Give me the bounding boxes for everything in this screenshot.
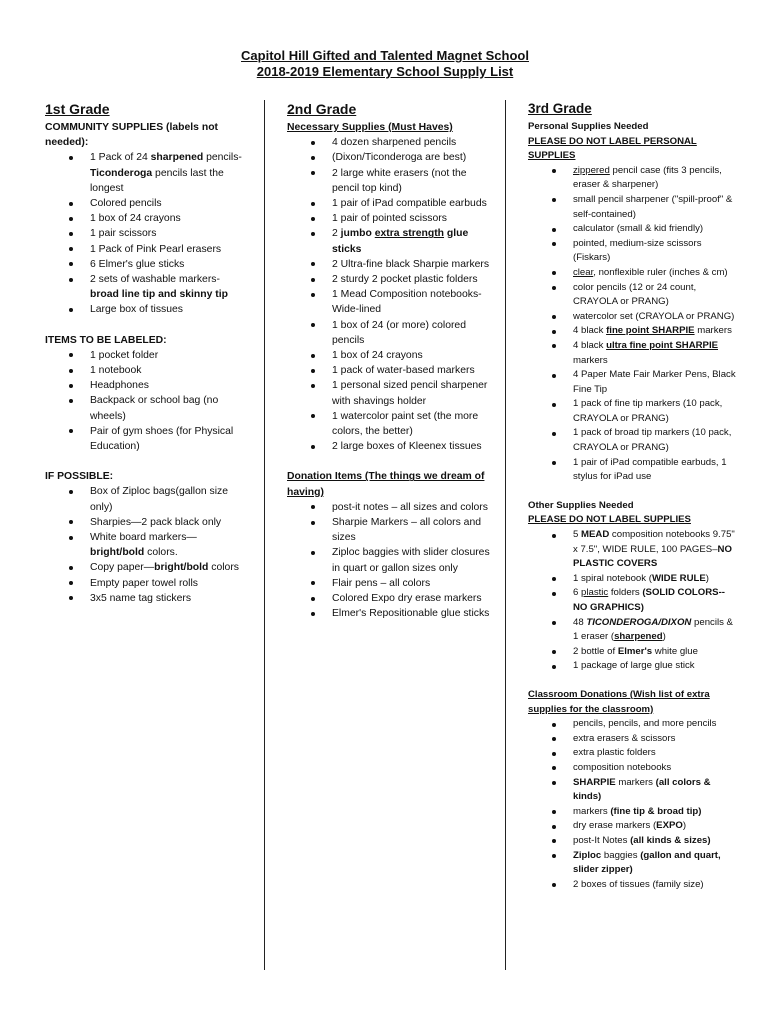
list-item: 4 black fine point SHARPIE markers	[573, 324, 738, 339]
list-item: 1 box of 24 crayons	[332, 348, 492, 363]
necessary-supplies-list	[287, 135, 492, 454]
list-item: clear, nonflexible ruler (inches & cm)	[573, 266, 738, 281]
list-item: 1 spiral notebook (WIDE RULE)	[573, 572, 738, 587]
list-item: 1 Pack of 24 sharpened pencils-Ticonderoga pencils last the longest	[90, 150, 250, 196]
list-item: 1 watercolor paint set (the more colors, the better)	[332, 409, 492, 439]
page-title	[0, 48, 770, 80]
list-item: 1 box of 24 crayons	[90, 211, 250, 226]
personal-supplies-note: PLEASE DO NOT LABEL PERSONAL SUPPLIES	[528, 135, 697, 162]
list-item: Box of Ziploc bags(gallon size only)	[90, 484, 250, 514]
list-item: 5 MEAD composition notebooks 9.75" x 7.5", WIDE RULE, 100 PAGES–NO PLASTIC COVERS	[573, 528, 738, 572]
list-item: 1 pocket folder	[90, 348, 250, 363]
list-item: 1 Pack of Pink Pearl erasers	[90, 242, 250, 257]
grade3-heading: 3rd Grade	[528, 101, 592, 116]
list-item: 1 box of 24 (or more) colored pencils	[332, 318, 492, 348]
list-item: 2 boxes of tissues (family size)	[573, 878, 738, 893]
title-school: Capitol Hill Gifted and Talented Magnet School	[241, 48, 529, 63]
items-labeled-header: ITEMS TO BE LABELED:	[45, 334, 167, 346]
list-item: 6 plastic folders (SOLID COLORS--NO GRAPHICS)	[573, 586, 738, 615]
grade1-heading: 1st Grade	[45, 101, 110, 117]
list-item: 1 Mead Composition notebooks- Wide-lined	[332, 287, 492, 317]
list-item: SHARPIE markers (all colors & kinds)	[573, 776, 738, 805]
donation-items-list	[287, 500, 492, 622]
classroom-donations-list	[528, 717, 738, 892]
grade3-column	[528, 100, 738, 892]
list-item: Empty paper towel rolls	[90, 576, 250, 591]
list-item: Pair of gym shoes (for Physical Education)	[90, 424, 250, 454]
list-item: pointed, medium-size scissors (Fiskars)	[573, 237, 738, 266]
list-item: zippered pencil case (fits 3 pencils, eraser & sharpener)	[573, 164, 738, 193]
list-item: 1 pack of fine tip markers (10 pack, CRAYOLA or PRANG)	[573, 397, 738, 426]
list-item: Sharpies—2 pack black only	[90, 515, 250, 530]
list-item: post-it notes – all sizes and colors	[332, 500, 492, 515]
list-item: calculator (small & kid friendly)	[573, 222, 738, 237]
list-item: composition notebooks	[573, 761, 738, 776]
list-item: color pencils (12 or 24 count, CRAYOLA or PRANG)	[573, 281, 738, 310]
list-item: 6 Elmer's glue sticks	[90, 257, 250, 272]
donation-items-header: Donation Items (The things we dream of having)	[287, 471, 485, 498]
list-item: small pencil sharpener ("spill-proof" & self-contained)	[573, 193, 738, 222]
column-divider	[505, 100, 506, 970]
list-item: 2 sets of washable markers- broad line tip and skinny tip	[90, 272, 250, 302]
community-supplies-list	[45, 150, 250, 317]
list-item: Colored Expo dry erase markers	[332, 591, 492, 606]
list-item: 4 dozen sharpened pencils	[332, 135, 492, 150]
grade1-column	[45, 100, 250, 606]
list-item: dry erase markers (EXPO)	[573, 819, 738, 834]
personal-supplies-header: Personal Supplies Needed	[528, 121, 649, 132]
items-labeled-list	[45, 348, 250, 454]
list-item: Flair pens – all colors	[332, 576, 492, 591]
list-item: Backpack or school bag (no wheels)	[90, 393, 250, 423]
community-supplies-header: COMMUNITY SUPPLIES (labels not needed):	[45, 122, 219, 149]
list-item: extra erasers & scissors	[573, 732, 738, 747]
list-item: 4 black ultra fine point SHARPIE markers	[573, 339, 738, 368]
grade2-column	[287, 100, 492, 622]
list-item: 4 Paper Mate Fair Marker Pens, Black Fine Tip	[573, 368, 738, 397]
list-item: Headphones	[90, 378, 250, 393]
other-supplies-header: Other Supplies Needed	[528, 499, 634, 511]
list-item: 2 Ultra-fine black Sharpie markers	[332, 257, 492, 272]
list-item: 1 pack of broad tip markers (10 pack, CRAYOLA or PRANG)	[573, 426, 738, 455]
list-item: markers (fine tip & broad tip)	[573, 805, 738, 820]
list-item: Sharpie Markers – all colors and sizes	[332, 515, 492, 545]
list-item: 1 package of large glue stick	[573, 659, 738, 674]
other-supplies-list	[528, 528, 738, 674]
list-item: 2 bottle of Elmer's white glue	[573, 645, 738, 660]
column-divider	[264, 100, 265, 970]
necessary-supplies-header: Necessary Supplies (Must Haves)	[287, 122, 453, 133]
list-item: 48 TICONDEROGA/DIXON pencils & 1 eraser (sharpened)	[573, 616, 738, 645]
list-item: 2 large boxes of Kleenex tissues	[332, 439, 492, 454]
list-item: extra plastic folders	[573, 746, 738, 761]
list-item: 1 personal sized pencil sharpener with shavings holder	[332, 378, 492, 408]
list-item: White board markers— bright/bold colors.	[90, 530, 250, 560]
list-item: Ziploc baggies (gallon and quart, slider zipper)	[573, 849, 738, 878]
list-item: watercolor set (CRAYOLA or PRANG)	[573, 310, 738, 325]
classroom-donations-header: Classroom Donations (Wish list of extra supplies for the classroom)	[528, 688, 710, 715]
list-item: 1 notebook	[90, 363, 250, 378]
list-item: Elmer's Repositionable glue sticks	[332, 606, 492, 621]
list-item: 1 pair of iPad compatible earbuds, 1 stylus for iPad use	[573, 456, 738, 485]
list-item: (Dixon/Ticonderoga are best)	[332, 150, 492, 165]
list-item: 2 jumbo extra strength glue sticks	[332, 226, 492, 256]
list-item: Colored pencils	[90, 196, 250, 211]
other-supplies-note: PLEASE DO NOT LABEL SUPPLIES	[528, 514, 691, 526]
list-item: Copy paper—bright/bold colors	[90, 560, 250, 575]
personal-supplies-list	[528, 164, 738, 485]
list-item: 2 sturdy 2 pocket plastic folders	[332, 272, 492, 287]
title-list: 2018-2019 Elementary School Supply List	[256, 64, 514, 79]
list-item: post-It Notes (all kinds & sizes)	[573, 834, 738, 849]
list-item: 1 pair of pointed scissors	[332, 211, 492, 226]
list-item: 3x5 name tag stickers	[90, 591, 250, 606]
list-item: Large box of tissues	[90, 302, 250, 317]
if-possible-list	[45, 484, 250, 606]
list-item: 1 pair scissors	[90, 226, 250, 241]
if-possible-header: IF POSSIBLE:	[45, 471, 114, 483]
list-item: Ziploc baggies with slider closures in quart or gallon sizes only	[332, 545, 492, 575]
list-item: 1 pack of water-based markers	[332, 363, 492, 378]
list-item: 2 large white erasers (not the pencil top kind)	[332, 166, 492, 196]
grade2-heading: 2nd Grade	[287, 101, 357, 117]
list-item: 1 pair of iPad compatible earbuds	[332, 196, 492, 211]
list-item: pencils, pencils, and more pencils	[573, 717, 738, 732]
